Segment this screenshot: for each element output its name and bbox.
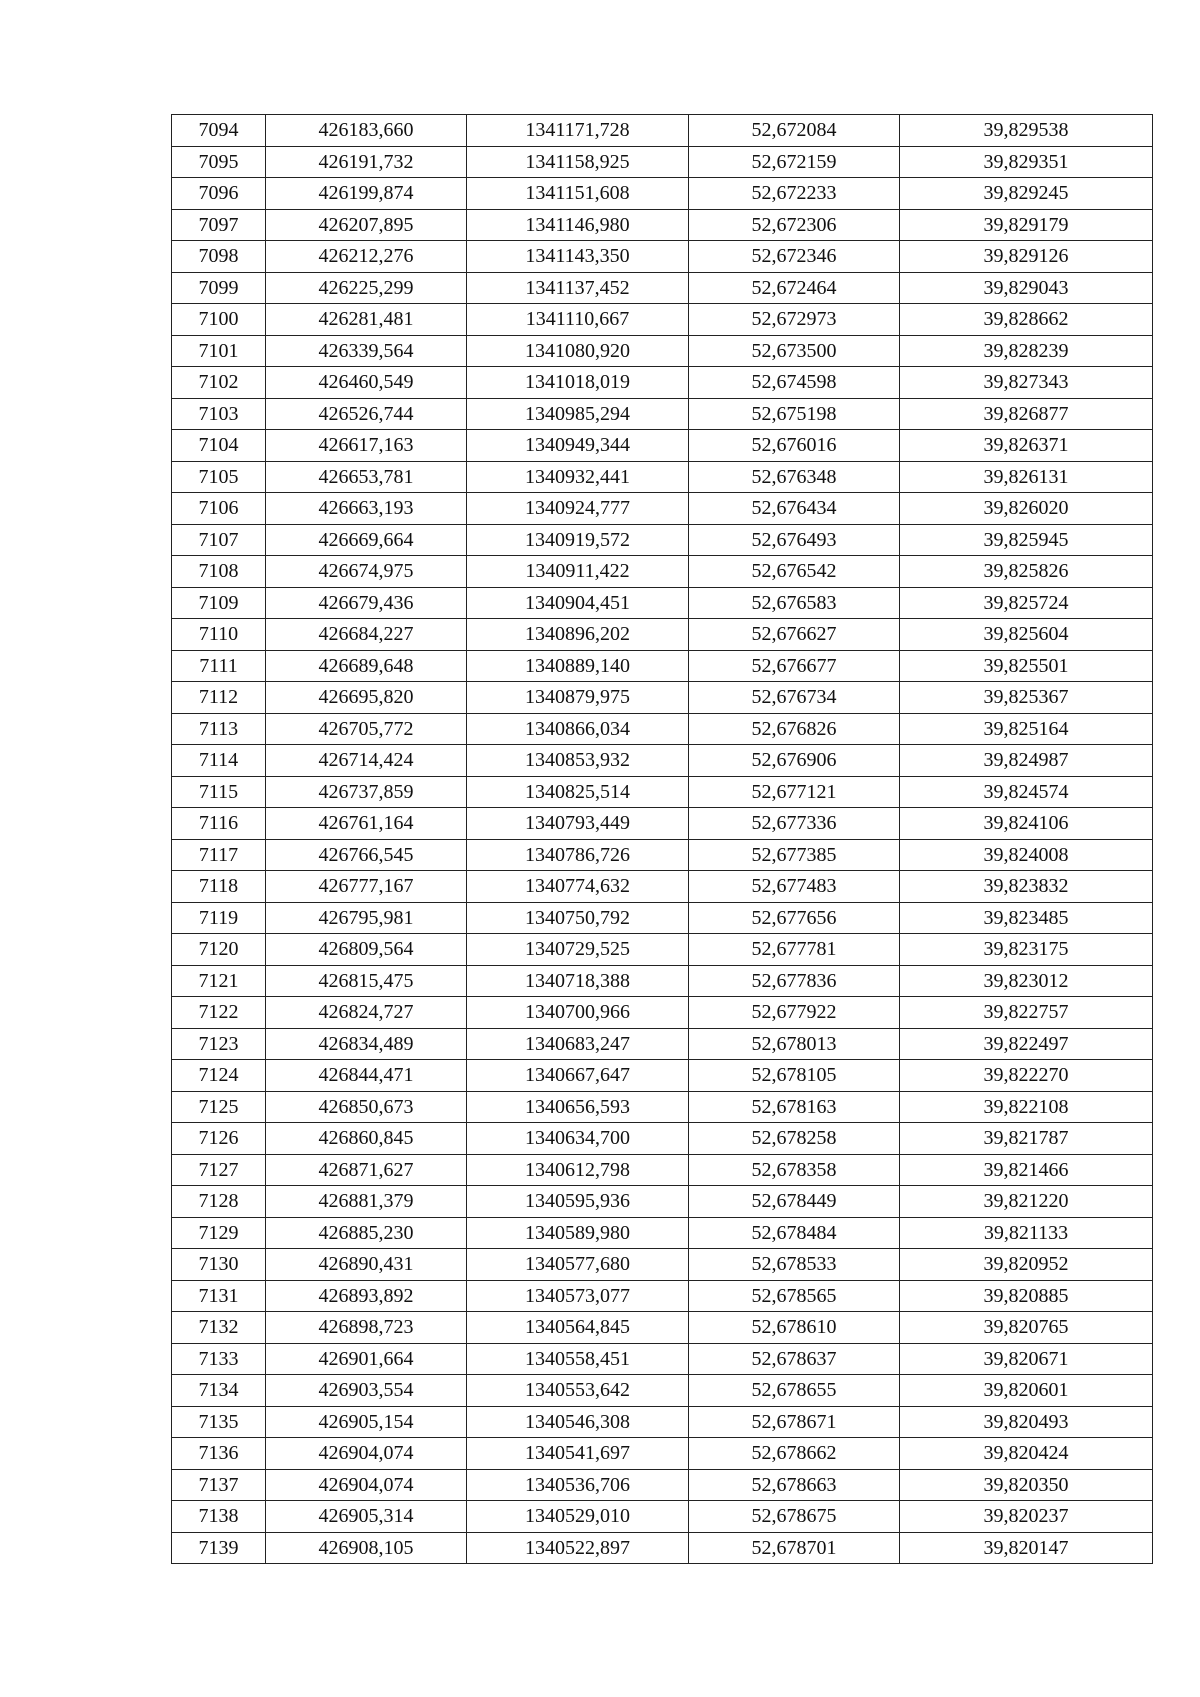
longitude-cell: 39,824008 bbox=[900, 839, 1153, 871]
x-coordinate-cell: 426903,554 bbox=[266, 1375, 467, 1407]
latitude-cell: 52,678013 bbox=[689, 1028, 900, 1060]
longitude-cell: 39,822108 bbox=[900, 1091, 1153, 1123]
point-number-cell: 7121 bbox=[172, 965, 266, 997]
longitude-cell: 39,827343 bbox=[900, 367, 1153, 399]
latitude-cell: 52,678655 bbox=[689, 1375, 900, 1407]
table-row bbox=[172, 1343, 1153, 1375]
x-coordinate-cell: 426684,227 bbox=[266, 619, 467, 651]
x-coordinate-cell: 426737,859 bbox=[266, 776, 467, 808]
longitude-cell: 39,820671 bbox=[900, 1343, 1153, 1375]
x-coordinate-cell: 426766,545 bbox=[266, 839, 467, 871]
latitude-cell: 52,678449 bbox=[689, 1186, 900, 1218]
longitude-cell: 39,820350 bbox=[900, 1469, 1153, 1501]
point-number-cell: 7113 bbox=[172, 713, 266, 745]
latitude-cell: 52,677656 bbox=[689, 902, 900, 934]
point-number-cell: 7098 bbox=[172, 241, 266, 273]
table-row bbox=[172, 209, 1153, 241]
table-row bbox=[172, 272, 1153, 304]
latitude-cell: 52,678610 bbox=[689, 1312, 900, 1344]
point-number-cell: 7114 bbox=[172, 745, 266, 777]
point-number-cell: 7096 bbox=[172, 178, 266, 210]
longitude-cell: 39,822757 bbox=[900, 997, 1153, 1029]
longitude-cell: 39,829043 bbox=[900, 272, 1153, 304]
table-row bbox=[172, 398, 1153, 430]
x-coordinate-cell: 426893,892 bbox=[266, 1280, 467, 1312]
latitude-cell: 52,678662 bbox=[689, 1438, 900, 1470]
x-coordinate-cell: 426212,276 bbox=[266, 241, 467, 273]
latitude-cell: 52,678675 bbox=[689, 1501, 900, 1533]
y-coordinate-cell: 1340667,647 bbox=[467, 1060, 689, 1092]
y-coordinate-cell: 1340553,642 bbox=[467, 1375, 689, 1407]
y-coordinate-cell: 1340546,308 bbox=[467, 1406, 689, 1438]
table-row bbox=[172, 1375, 1153, 1407]
longitude-cell: 39,820424 bbox=[900, 1438, 1153, 1470]
table-row bbox=[172, 713, 1153, 745]
y-coordinate-cell: 1341143,350 bbox=[467, 241, 689, 273]
latitude-cell: 52,672159 bbox=[689, 146, 900, 178]
point-number-cell: 7126 bbox=[172, 1123, 266, 1155]
x-coordinate-cell: 426901,664 bbox=[266, 1343, 467, 1375]
table-row bbox=[172, 965, 1153, 997]
latitude-cell: 52,674598 bbox=[689, 367, 900, 399]
latitude-cell: 52,677336 bbox=[689, 808, 900, 840]
longitude-cell: 39,828239 bbox=[900, 335, 1153, 367]
x-coordinate-cell: 426809,564 bbox=[266, 934, 467, 966]
point-number-cell: 7127 bbox=[172, 1154, 266, 1186]
point-number-cell: 7139 bbox=[172, 1532, 266, 1564]
latitude-cell: 52,678163 bbox=[689, 1091, 900, 1123]
y-coordinate-cell: 1340595,936 bbox=[467, 1186, 689, 1218]
latitude-cell: 52,676583 bbox=[689, 587, 900, 619]
x-coordinate-cell: 426824,727 bbox=[266, 997, 467, 1029]
table-row bbox=[172, 1438, 1153, 1470]
table-row bbox=[172, 146, 1153, 178]
point-number-cell: 7130 bbox=[172, 1249, 266, 1281]
longitude-cell: 39,825501 bbox=[900, 650, 1153, 682]
longitude-cell: 39,820885 bbox=[900, 1280, 1153, 1312]
point-number-cell: 7115 bbox=[172, 776, 266, 808]
latitude-cell: 52,676434 bbox=[689, 493, 900, 525]
point-number-cell: 7116 bbox=[172, 808, 266, 840]
longitude-cell: 39,823175 bbox=[900, 934, 1153, 966]
latitude-cell: 52,672464 bbox=[689, 272, 900, 304]
y-coordinate-cell: 1340589,980 bbox=[467, 1217, 689, 1249]
longitude-cell: 39,828662 bbox=[900, 304, 1153, 336]
latitude-cell: 52,678105 bbox=[689, 1060, 900, 1092]
longitude-cell: 39,825945 bbox=[900, 524, 1153, 556]
longitude-cell: 39,820601 bbox=[900, 1375, 1153, 1407]
longitude-cell: 39,824987 bbox=[900, 745, 1153, 777]
longitude-cell: 39,825724 bbox=[900, 587, 1153, 619]
x-coordinate-cell: 426617,163 bbox=[266, 430, 467, 462]
x-coordinate-cell: 426904,074 bbox=[266, 1438, 467, 1470]
longitude-cell: 39,821133 bbox=[900, 1217, 1153, 1249]
y-coordinate-cell: 1341110,667 bbox=[467, 304, 689, 336]
longitude-cell: 39,829179 bbox=[900, 209, 1153, 241]
longitude-cell: 39,825604 bbox=[900, 619, 1153, 651]
table-row bbox=[172, 115, 1153, 147]
x-coordinate-cell: 426207,895 bbox=[266, 209, 467, 241]
x-coordinate-cell: 426705,772 bbox=[266, 713, 467, 745]
table-row bbox=[172, 650, 1153, 682]
table-row bbox=[172, 241, 1153, 273]
x-coordinate-cell: 426339,564 bbox=[266, 335, 467, 367]
table-row bbox=[172, 682, 1153, 714]
y-coordinate-cell: 1340879,975 bbox=[467, 682, 689, 714]
point-number-cell: 7095 bbox=[172, 146, 266, 178]
y-coordinate-cell: 1340774,632 bbox=[467, 871, 689, 903]
point-number-cell: 7131 bbox=[172, 1280, 266, 1312]
point-number-cell: 7105 bbox=[172, 461, 266, 493]
y-coordinate-cell: 1340985,294 bbox=[467, 398, 689, 430]
point-number-cell: 7125 bbox=[172, 1091, 266, 1123]
table-row bbox=[172, 839, 1153, 871]
x-coordinate-cell: 426653,781 bbox=[266, 461, 467, 493]
y-coordinate-cell: 1340866,034 bbox=[467, 713, 689, 745]
latitude-cell: 52,676906 bbox=[689, 745, 900, 777]
longitude-cell: 39,822270 bbox=[900, 1060, 1153, 1092]
latitude-cell: 52,672346 bbox=[689, 241, 900, 273]
table-row bbox=[172, 934, 1153, 966]
y-coordinate-cell: 1341146,980 bbox=[467, 209, 689, 241]
y-coordinate-cell: 1340529,010 bbox=[467, 1501, 689, 1533]
longitude-cell: 39,822497 bbox=[900, 1028, 1153, 1060]
table-row bbox=[172, 1123, 1153, 1155]
table-row bbox=[172, 1249, 1153, 1281]
table-row bbox=[172, 335, 1153, 367]
latitude-cell: 52,678637 bbox=[689, 1343, 900, 1375]
table-row bbox=[172, 871, 1153, 903]
table-row bbox=[172, 902, 1153, 934]
y-coordinate-cell: 1340896,202 bbox=[467, 619, 689, 651]
latitude-cell: 52,677385 bbox=[689, 839, 900, 871]
x-coordinate-cell: 426777,167 bbox=[266, 871, 467, 903]
longitude-cell: 39,820765 bbox=[900, 1312, 1153, 1344]
x-coordinate-cell: 426679,436 bbox=[266, 587, 467, 619]
x-coordinate-cell: 426898,723 bbox=[266, 1312, 467, 1344]
x-coordinate-cell: 426761,164 bbox=[266, 808, 467, 840]
latitude-cell: 52,678258 bbox=[689, 1123, 900, 1155]
latitude-cell: 52,677922 bbox=[689, 997, 900, 1029]
latitude-cell: 52,677121 bbox=[689, 776, 900, 808]
y-coordinate-cell: 1340932,441 bbox=[467, 461, 689, 493]
latitude-cell: 52,678671 bbox=[689, 1406, 900, 1438]
x-coordinate-cell: 426881,379 bbox=[266, 1186, 467, 1218]
y-coordinate-cell: 1341171,728 bbox=[467, 115, 689, 147]
latitude-cell: 52,677781 bbox=[689, 934, 900, 966]
table-row bbox=[172, 1532, 1153, 1564]
table-row bbox=[172, 997, 1153, 1029]
x-coordinate-cell: 426191,732 bbox=[266, 146, 467, 178]
table-row bbox=[172, 1091, 1153, 1123]
latitude-cell: 52,672084 bbox=[689, 115, 900, 147]
point-number-cell: 7108 bbox=[172, 556, 266, 588]
x-coordinate-cell: 426904,074 bbox=[266, 1469, 467, 1501]
latitude-cell: 52,673500 bbox=[689, 335, 900, 367]
x-coordinate-cell: 426905,314 bbox=[266, 1501, 467, 1533]
latitude-cell: 52,676493 bbox=[689, 524, 900, 556]
longitude-cell: 39,821466 bbox=[900, 1154, 1153, 1186]
y-coordinate-cell: 1340750,792 bbox=[467, 902, 689, 934]
latitude-cell: 52,672973 bbox=[689, 304, 900, 336]
table-row bbox=[172, 178, 1153, 210]
y-coordinate-cell: 1340634,700 bbox=[467, 1123, 689, 1155]
y-coordinate-cell: 1340700,966 bbox=[467, 997, 689, 1029]
latitude-cell: 52,676348 bbox=[689, 461, 900, 493]
table-row bbox=[172, 587, 1153, 619]
y-coordinate-cell: 1340911,422 bbox=[467, 556, 689, 588]
longitude-cell: 39,829245 bbox=[900, 178, 1153, 210]
y-coordinate-cell: 1340853,932 bbox=[467, 745, 689, 777]
point-number-cell: 7100 bbox=[172, 304, 266, 336]
y-coordinate-cell: 1340729,525 bbox=[467, 934, 689, 966]
latitude-cell: 52,678533 bbox=[689, 1249, 900, 1281]
y-coordinate-cell: 1340786,726 bbox=[467, 839, 689, 871]
x-coordinate-cell: 426281,481 bbox=[266, 304, 467, 336]
y-coordinate-cell: 1340656,593 bbox=[467, 1091, 689, 1123]
latitude-cell: 52,676677 bbox=[689, 650, 900, 682]
latitude-cell: 52,676734 bbox=[689, 682, 900, 714]
y-coordinate-cell: 1341158,925 bbox=[467, 146, 689, 178]
coordinate-table bbox=[171, 114, 1153, 1564]
point-number-cell: 7102 bbox=[172, 367, 266, 399]
x-coordinate-cell: 426714,424 bbox=[266, 745, 467, 777]
longitude-cell: 39,826877 bbox=[900, 398, 1153, 430]
y-coordinate-cell: 1341080,920 bbox=[467, 335, 689, 367]
x-coordinate-cell: 426885,230 bbox=[266, 1217, 467, 1249]
table-row bbox=[172, 619, 1153, 651]
table-row bbox=[172, 1217, 1153, 1249]
y-coordinate-cell: 1340558,451 bbox=[467, 1343, 689, 1375]
latitude-cell: 52,676826 bbox=[689, 713, 900, 745]
point-number-cell: 7110 bbox=[172, 619, 266, 651]
x-coordinate-cell: 426890,431 bbox=[266, 1249, 467, 1281]
y-coordinate-cell: 1341151,608 bbox=[467, 178, 689, 210]
x-coordinate-cell: 426669,664 bbox=[266, 524, 467, 556]
y-coordinate-cell: 1340793,449 bbox=[467, 808, 689, 840]
point-number-cell: 7129 bbox=[172, 1217, 266, 1249]
x-coordinate-cell: 426860,845 bbox=[266, 1123, 467, 1155]
point-number-cell: 7104 bbox=[172, 430, 266, 462]
point-number-cell: 7103 bbox=[172, 398, 266, 430]
point-number-cell: 7120 bbox=[172, 934, 266, 966]
table-row bbox=[172, 493, 1153, 525]
longitude-cell: 39,823012 bbox=[900, 965, 1153, 997]
longitude-cell: 39,824574 bbox=[900, 776, 1153, 808]
y-coordinate-cell: 1340825,514 bbox=[467, 776, 689, 808]
longitude-cell: 39,820147 bbox=[900, 1532, 1153, 1564]
latitude-cell: 52,677836 bbox=[689, 965, 900, 997]
point-number-cell: 7135 bbox=[172, 1406, 266, 1438]
table-row bbox=[172, 1154, 1153, 1186]
latitude-cell: 52,672233 bbox=[689, 178, 900, 210]
point-number-cell: 7107 bbox=[172, 524, 266, 556]
x-coordinate-cell: 426460,549 bbox=[266, 367, 467, 399]
table-row bbox=[172, 304, 1153, 336]
y-coordinate-cell: 1340577,680 bbox=[467, 1249, 689, 1281]
latitude-cell: 52,678484 bbox=[689, 1217, 900, 1249]
point-number-cell: 7138 bbox=[172, 1501, 266, 1533]
point-number-cell: 7128 bbox=[172, 1186, 266, 1218]
x-coordinate-cell: 426908,105 bbox=[266, 1532, 467, 1564]
table-row bbox=[172, 1406, 1153, 1438]
y-coordinate-cell: 1340949,344 bbox=[467, 430, 689, 462]
point-number-cell: 7112 bbox=[172, 682, 266, 714]
point-number-cell: 7099 bbox=[172, 272, 266, 304]
latitude-cell: 52,672306 bbox=[689, 209, 900, 241]
y-coordinate-cell: 1340924,777 bbox=[467, 493, 689, 525]
table-row bbox=[172, 461, 1153, 493]
latitude-cell: 52,676016 bbox=[689, 430, 900, 462]
table-row bbox=[172, 556, 1153, 588]
x-coordinate-cell: 426526,744 bbox=[266, 398, 467, 430]
table-row bbox=[172, 1028, 1153, 1060]
point-number-cell: 7136 bbox=[172, 1438, 266, 1470]
latitude-cell: 52,678663 bbox=[689, 1469, 900, 1501]
latitude-cell: 52,678701 bbox=[689, 1532, 900, 1564]
longitude-cell: 39,825367 bbox=[900, 682, 1153, 714]
longitude-cell: 39,823485 bbox=[900, 902, 1153, 934]
point-number-cell: 7111 bbox=[172, 650, 266, 682]
point-number-cell: 7094 bbox=[172, 115, 266, 147]
table-row bbox=[172, 1186, 1153, 1218]
y-coordinate-cell: 1340612,798 bbox=[467, 1154, 689, 1186]
longitude-cell: 39,826131 bbox=[900, 461, 1153, 493]
x-coordinate-cell: 426183,660 bbox=[266, 115, 467, 147]
longitude-cell: 39,829126 bbox=[900, 241, 1153, 273]
x-coordinate-cell: 426225,299 bbox=[266, 272, 467, 304]
y-coordinate-cell: 1340889,140 bbox=[467, 650, 689, 682]
point-number-cell: 7122 bbox=[172, 997, 266, 1029]
table-row bbox=[172, 1060, 1153, 1092]
latitude-cell: 52,678358 bbox=[689, 1154, 900, 1186]
point-number-cell: 7124 bbox=[172, 1060, 266, 1092]
x-coordinate-cell: 426674,975 bbox=[266, 556, 467, 588]
table-row bbox=[172, 745, 1153, 777]
table-row bbox=[172, 1469, 1153, 1501]
point-number-cell: 7097 bbox=[172, 209, 266, 241]
y-coordinate-cell: 1341137,452 bbox=[467, 272, 689, 304]
y-coordinate-cell: 1340904,451 bbox=[467, 587, 689, 619]
y-coordinate-cell: 1340573,077 bbox=[467, 1280, 689, 1312]
longitude-cell: 39,820237 bbox=[900, 1501, 1153, 1533]
longitude-cell: 39,824106 bbox=[900, 808, 1153, 840]
x-coordinate-cell: 426689,648 bbox=[266, 650, 467, 682]
longitude-cell: 39,825826 bbox=[900, 556, 1153, 588]
longitude-cell: 39,821220 bbox=[900, 1186, 1153, 1218]
x-coordinate-cell: 426834,489 bbox=[266, 1028, 467, 1060]
table-row bbox=[172, 524, 1153, 556]
point-number-cell: 7134 bbox=[172, 1375, 266, 1407]
point-number-cell: 7106 bbox=[172, 493, 266, 525]
point-number-cell: 7132 bbox=[172, 1312, 266, 1344]
longitude-cell: 39,825164 bbox=[900, 713, 1153, 745]
y-coordinate-cell: 1340718,388 bbox=[467, 965, 689, 997]
coordinate-table-body bbox=[172, 115, 1153, 1564]
x-coordinate-cell: 426795,981 bbox=[266, 902, 467, 934]
latitude-cell: 52,676542 bbox=[689, 556, 900, 588]
x-coordinate-cell: 426844,471 bbox=[266, 1060, 467, 1092]
y-coordinate-cell: 1340541,697 bbox=[467, 1438, 689, 1470]
x-coordinate-cell: 426695,820 bbox=[266, 682, 467, 714]
table-row bbox=[172, 1280, 1153, 1312]
x-coordinate-cell: 426663,193 bbox=[266, 493, 467, 525]
longitude-cell: 39,829351 bbox=[900, 146, 1153, 178]
x-coordinate-cell: 426905,154 bbox=[266, 1406, 467, 1438]
point-number-cell: 7133 bbox=[172, 1343, 266, 1375]
point-number-cell: 7119 bbox=[172, 902, 266, 934]
x-coordinate-cell: 426871,627 bbox=[266, 1154, 467, 1186]
point-number-cell: 7123 bbox=[172, 1028, 266, 1060]
table-row bbox=[172, 1312, 1153, 1344]
y-coordinate-cell: 1341018,019 bbox=[467, 367, 689, 399]
latitude-cell: 52,677483 bbox=[689, 871, 900, 903]
table-row bbox=[172, 808, 1153, 840]
y-coordinate-cell: 1340919,572 bbox=[467, 524, 689, 556]
latitude-cell: 52,678565 bbox=[689, 1280, 900, 1312]
table-row bbox=[172, 367, 1153, 399]
y-coordinate-cell: 1340522,897 bbox=[467, 1532, 689, 1564]
point-number-cell: 7101 bbox=[172, 335, 266, 367]
y-coordinate-cell: 1340683,247 bbox=[467, 1028, 689, 1060]
y-coordinate-cell: 1340564,845 bbox=[467, 1312, 689, 1344]
latitude-cell: 52,676627 bbox=[689, 619, 900, 651]
latitude-cell: 52,675198 bbox=[689, 398, 900, 430]
x-coordinate-cell: 426199,874 bbox=[266, 178, 467, 210]
table-row bbox=[172, 1501, 1153, 1533]
longitude-cell: 39,823832 bbox=[900, 871, 1153, 903]
point-number-cell: 7137 bbox=[172, 1469, 266, 1501]
point-number-cell: 7118 bbox=[172, 871, 266, 903]
longitude-cell: 39,820952 bbox=[900, 1249, 1153, 1281]
longitude-cell: 39,826371 bbox=[900, 430, 1153, 462]
x-coordinate-cell: 426850,673 bbox=[266, 1091, 467, 1123]
x-coordinate-cell: 426815,475 bbox=[266, 965, 467, 997]
longitude-cell: 39,829538 bbox=[900, 115, 1153, 147]
table-row bbox=[172, 776, 1153, 808]
longitude-cell: 39,821787 bbox=[900, 1123, 1153, 1155]
point-number-cell: 7117 bbox=[172, 839, 266, 871]
table-row bbox=[172, 430, 1153, 462]
longitude-cell: 39,826020 bbox=[900, 493, 1153, 525]
y-coordinate-cell: 1340536,706 bbox=[467, 1469, 689, 1501]
longitude-cell: 39,820493 bbox=[900, 1406, 1153, 1438]
point-number-cell: 7109 bbox=[172, 587, 266, 619]
